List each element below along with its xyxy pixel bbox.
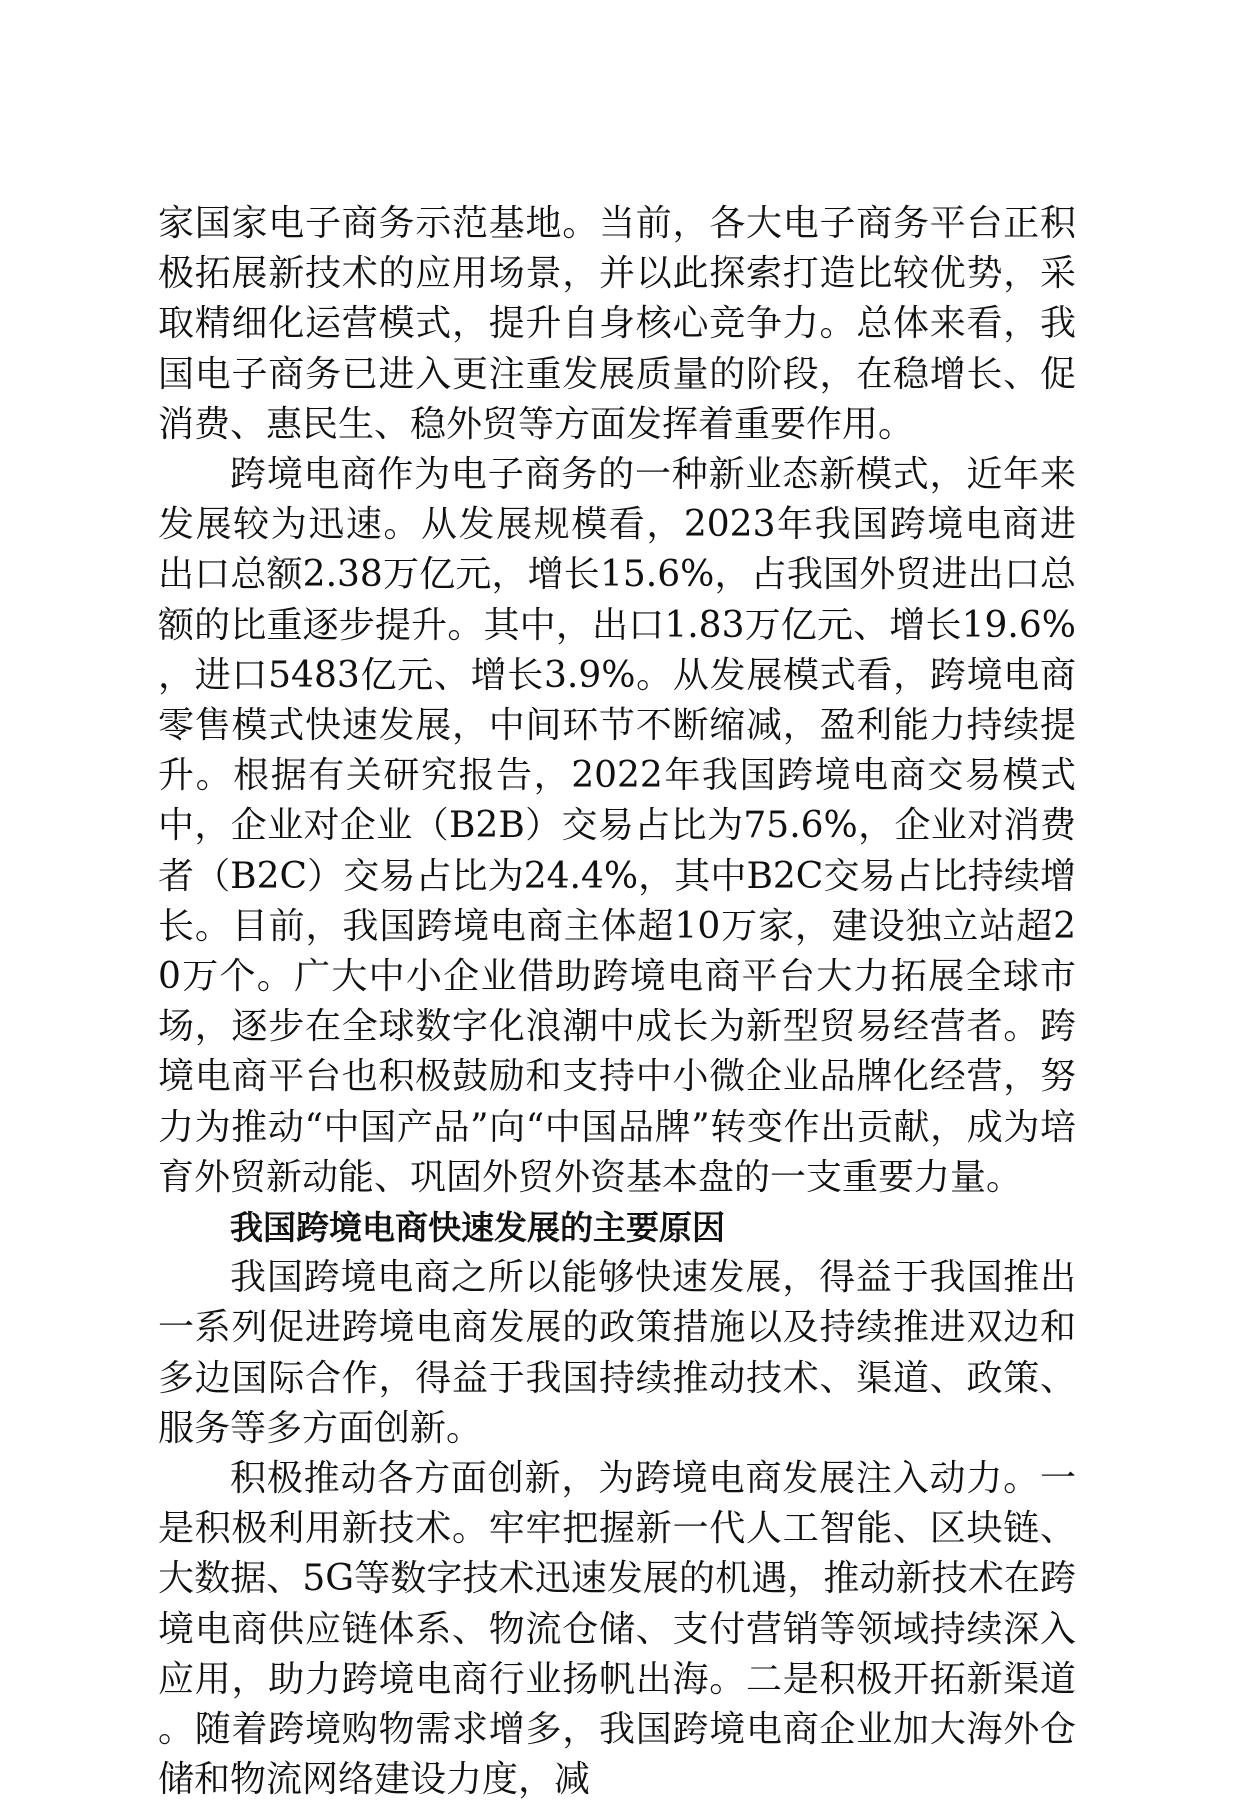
paragraph-innovation-drivers: 积极推动各方面创新，为跨境电商发展注入动力。一是积极利用新技术。牢牢把握新一代人工智能、区块链、大数据、5G等数字技术迅速发展的机遇，推动新技术在跨境电商供应链体系、物流仓储、支付营销等领域持续深入应用，助力跨境电商行业扬帆出海。二是积极开拓新渠道。随着跨境购物需求增多，我国跨境电商企业加大海外仓储和物流网络建设力度，减 (158, 1458, 1076, 1801)
paragraph-cross-border-ecommerce-scale: 跨境电商作为电子商务的一种新业态新模式，近年来发展较为迅速。从发展规模看，2023年我国跨境电商进出口总额2.38万亿元，增长15.6%，占我国外贸进出口总额的比重逐步提升。其中，出口1.83万亿元、增长19.6%，进口5483亿元、增长3.9%。从发展模式看，跨境电商零售模式快速发展，中间环节不断缩减，盈利能力持续提升。根据有关研究报告，2022年我国跨境电商交易模式中，企业对企业（B2B）交易占比为75.6%，企业对消费者（B2C）交易占比为24.4%，其中B2C交易占比持续增长。目前，我国跨境电商主体超10万家，建设独立站超20万个。广大中小企业借助跨境电商平台大力拓展全球市场，逐步在全球数字化浪潮中成长为新型贸易经营者。跨境电商平台也积极鼓励和支持中小微企业品牌化经营，努力为推动“中国产品”向“中国品牌”转变作出贡献，成为培育外贸新动能、巩固外贸外资基本盘的一支重要力量。 (158, 454, 1076, 1198)
section-heading-main-reasons: 我国跨境电商快速发展的主要原因 (230, 1208, 725, 1248)
document-page (158, 199, 1076, 1806)
paragraph-reasons-summary: 我国跨境电商之所以能够快速发展，得益于我国推出一系列促进跨境电商发展的政策措施以及持续推进双边和多边国际合作，得益于我国持续推动技术、渠道、政策、服务等多方面创新。 (158, 1257, 1076, 1449)
paragraph-ecommerce-overview: 家国家电子商务示范基地。当前，各大电子商务平台正积极拓展新技术的应用场景，并以此探索打造比较优势，采取精细化运营模式，提升自身核心竞争力。总体来看，我国电子商务已进入更注重发展质量的阶段，在稳增长、促消费、惠民生、稳外贸等方面发挥着重要作用。 (158, 203, 1076, 445)
